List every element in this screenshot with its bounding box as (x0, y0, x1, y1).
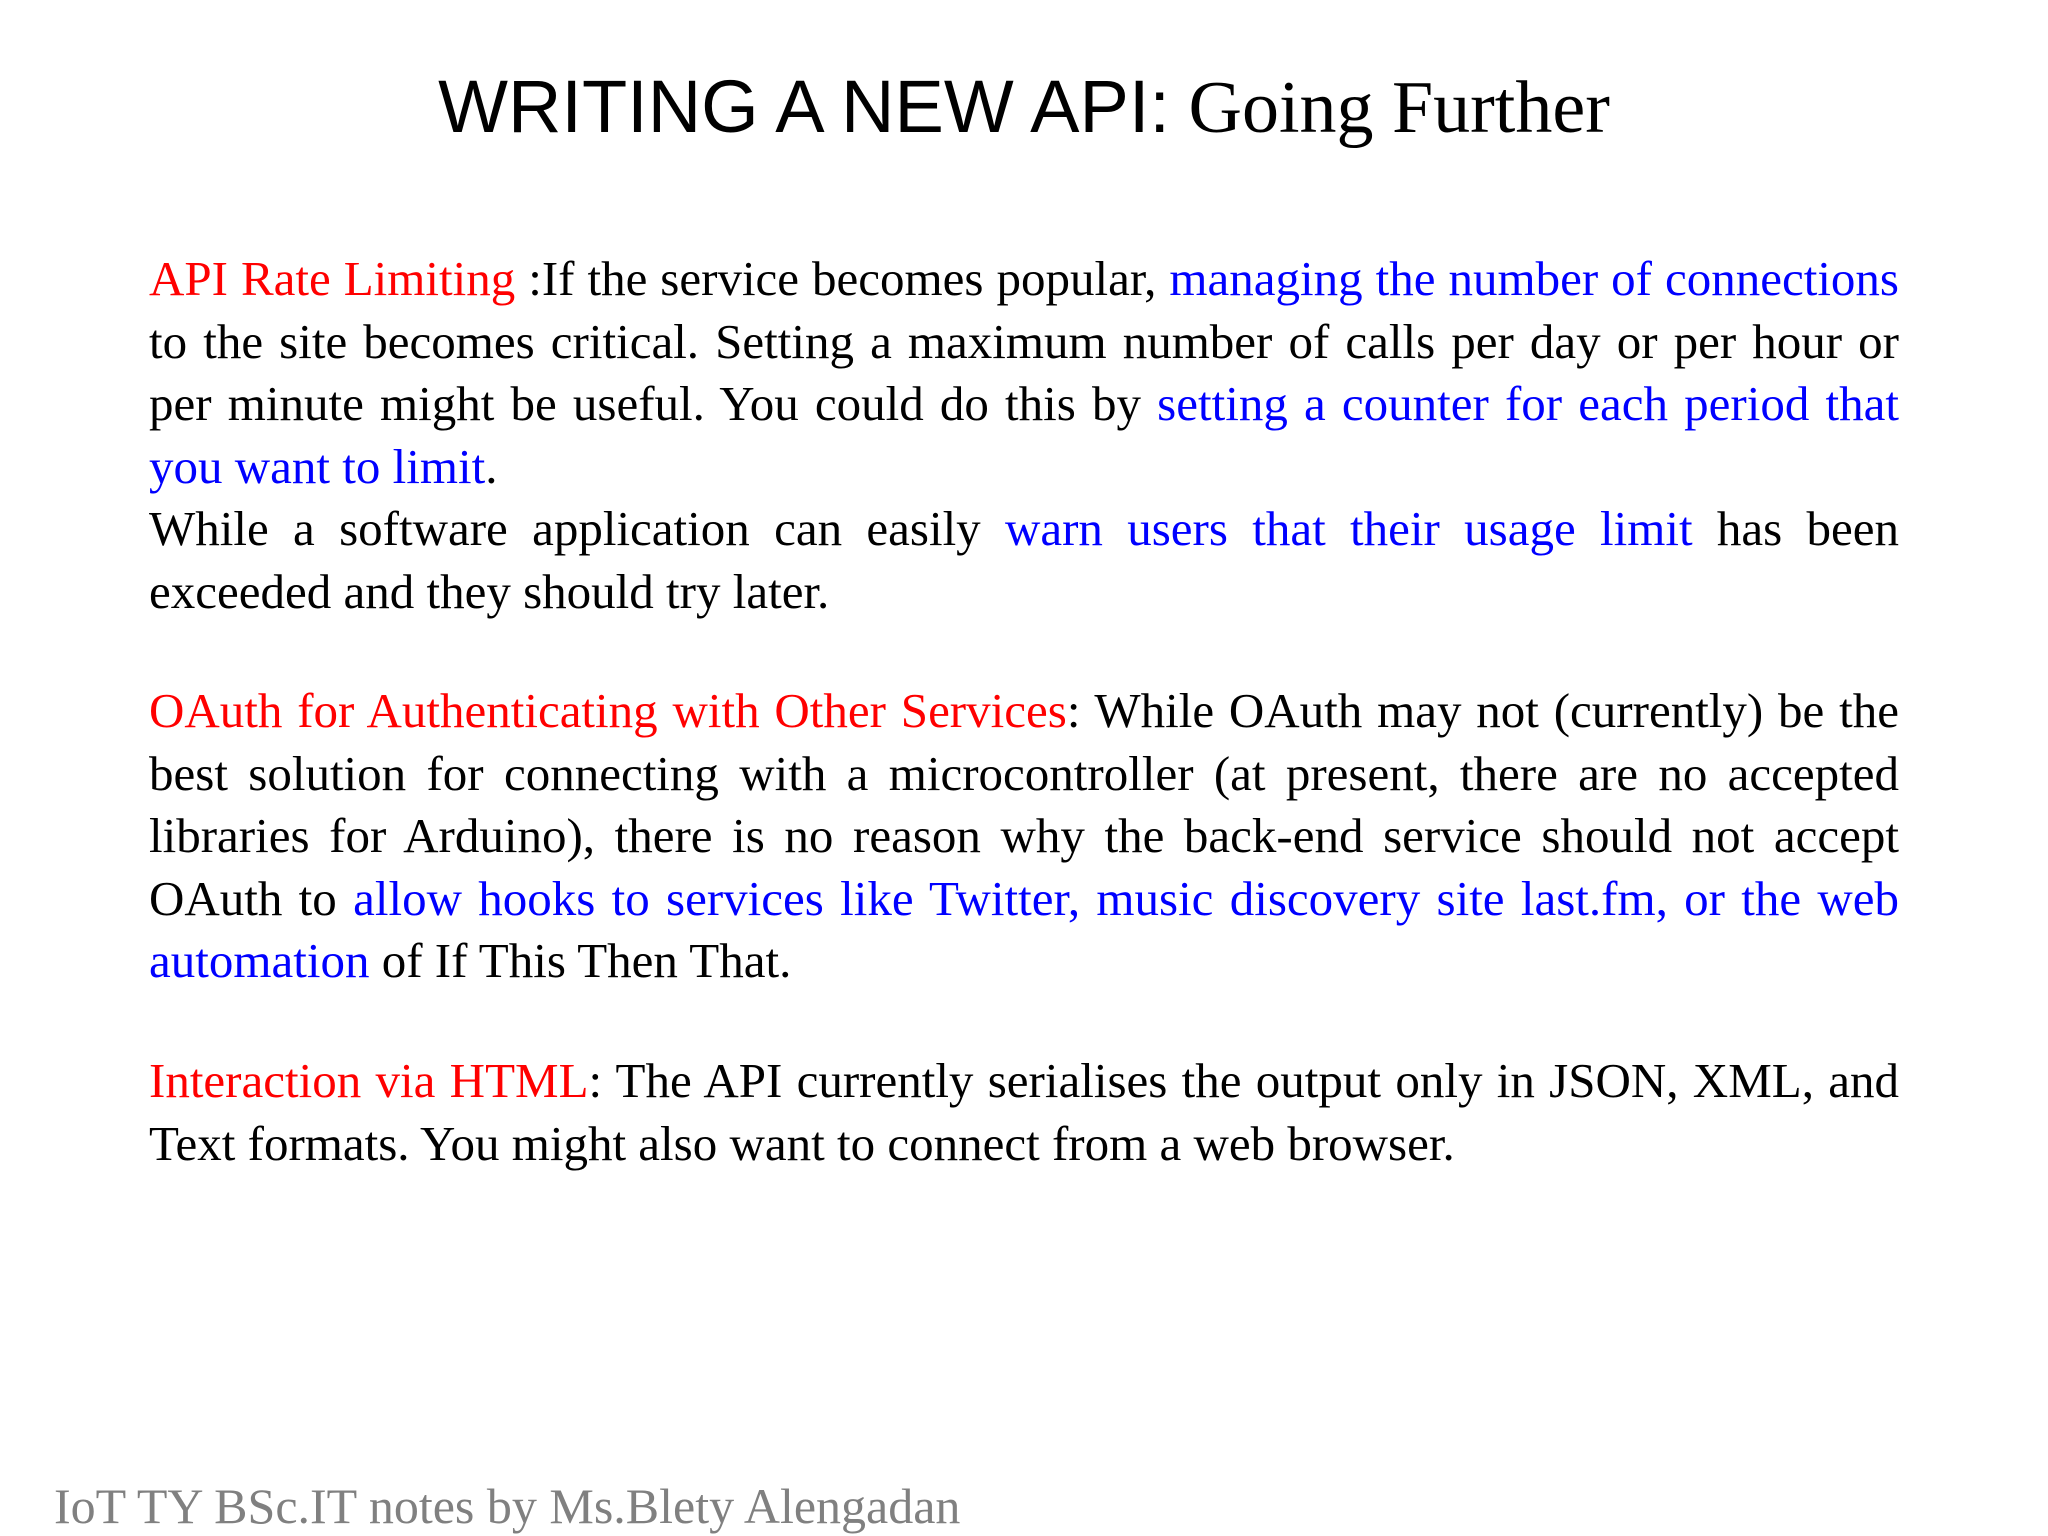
rate-limiting-p2-text-1: While a software application can easily (149, 501, 1005, 556)
rate-limiting-p2-highlight: warn users that their usage limit (1004, 501, 1693, 556)
rate-limiting-paragraph-1 (149, 248, 1899, 498)
oauth-heading: OAuth for Authenticating with Other Services (149, 683, 1067, 738)
oauth-text-2: of If This Then That. (369, 933, 792, 988)
section-html-interaction (149, 1050, 1899, 1175)
rate-limiting-heading: API Rate Limiting (149, 251, 516, 306)
title-part-sub: Going Further (1188, 67, 1610, 149)
oauth-highlight: allow hooks to services like Twitter, music discovery site last.fm, or the web automation (149, 870, 1900, 988)
rate-limiting-highlight-2: setting a counter for each period that you want to limit (149, 376, 1899, 494)
slide-title (0, 62, 2048, 153)
section-oauth (149, 680, 1899, 993)
rate-limiting-text-3: . (485, 438, 498, 494)
rate-limiting-paragraph-2 (149, 498, 1899, 623)
rate-limiting-text-2: to the site becomes critical. Setting a maximum number of calls per day or per hour or per minute might be useful. You could do this by (149, 313, 1899, 431)
html-interaction-text: : The API currently serialises the output only in JSON, XML, and Text formats. You might also want to connect from a web browser. (149, 1053, 1899, 1171)
rate-limiting-text-1: :If the service becomes popular, (515, 251, 1170, 306)
html-interaction-heading: Interaction via HTML (149, 1053, 589, 1108)
rate-limiting-highlight-1: managing the number of connections (1169, 251, 1899, 306)
oauth-paragraph (149, 680, 1899, 993)
footer-credit: IoT TY BSc.IT notes by Ms.Blety Alengadan (54, 1478, 961, 1534)
rate-limiting-p2-text-2: has been exceeded and they should try later. (149, 501, 1899, 619)
oauth-text-1: : While OAuth may not (currently) be the best solution for connecting with a microcontroller (at present, there are no accepted libraries for Arduino), there is no reason why the back-end service should not accept OAuth to (149, 683, 1899, 926)
section-rate-limiting (149, 248, 1899, 623)
title-part-main: WRITING A NEW API: (438, 65, 1170, 148)
html-interaction-paragraph (149, 1050, 1899, 1175)
